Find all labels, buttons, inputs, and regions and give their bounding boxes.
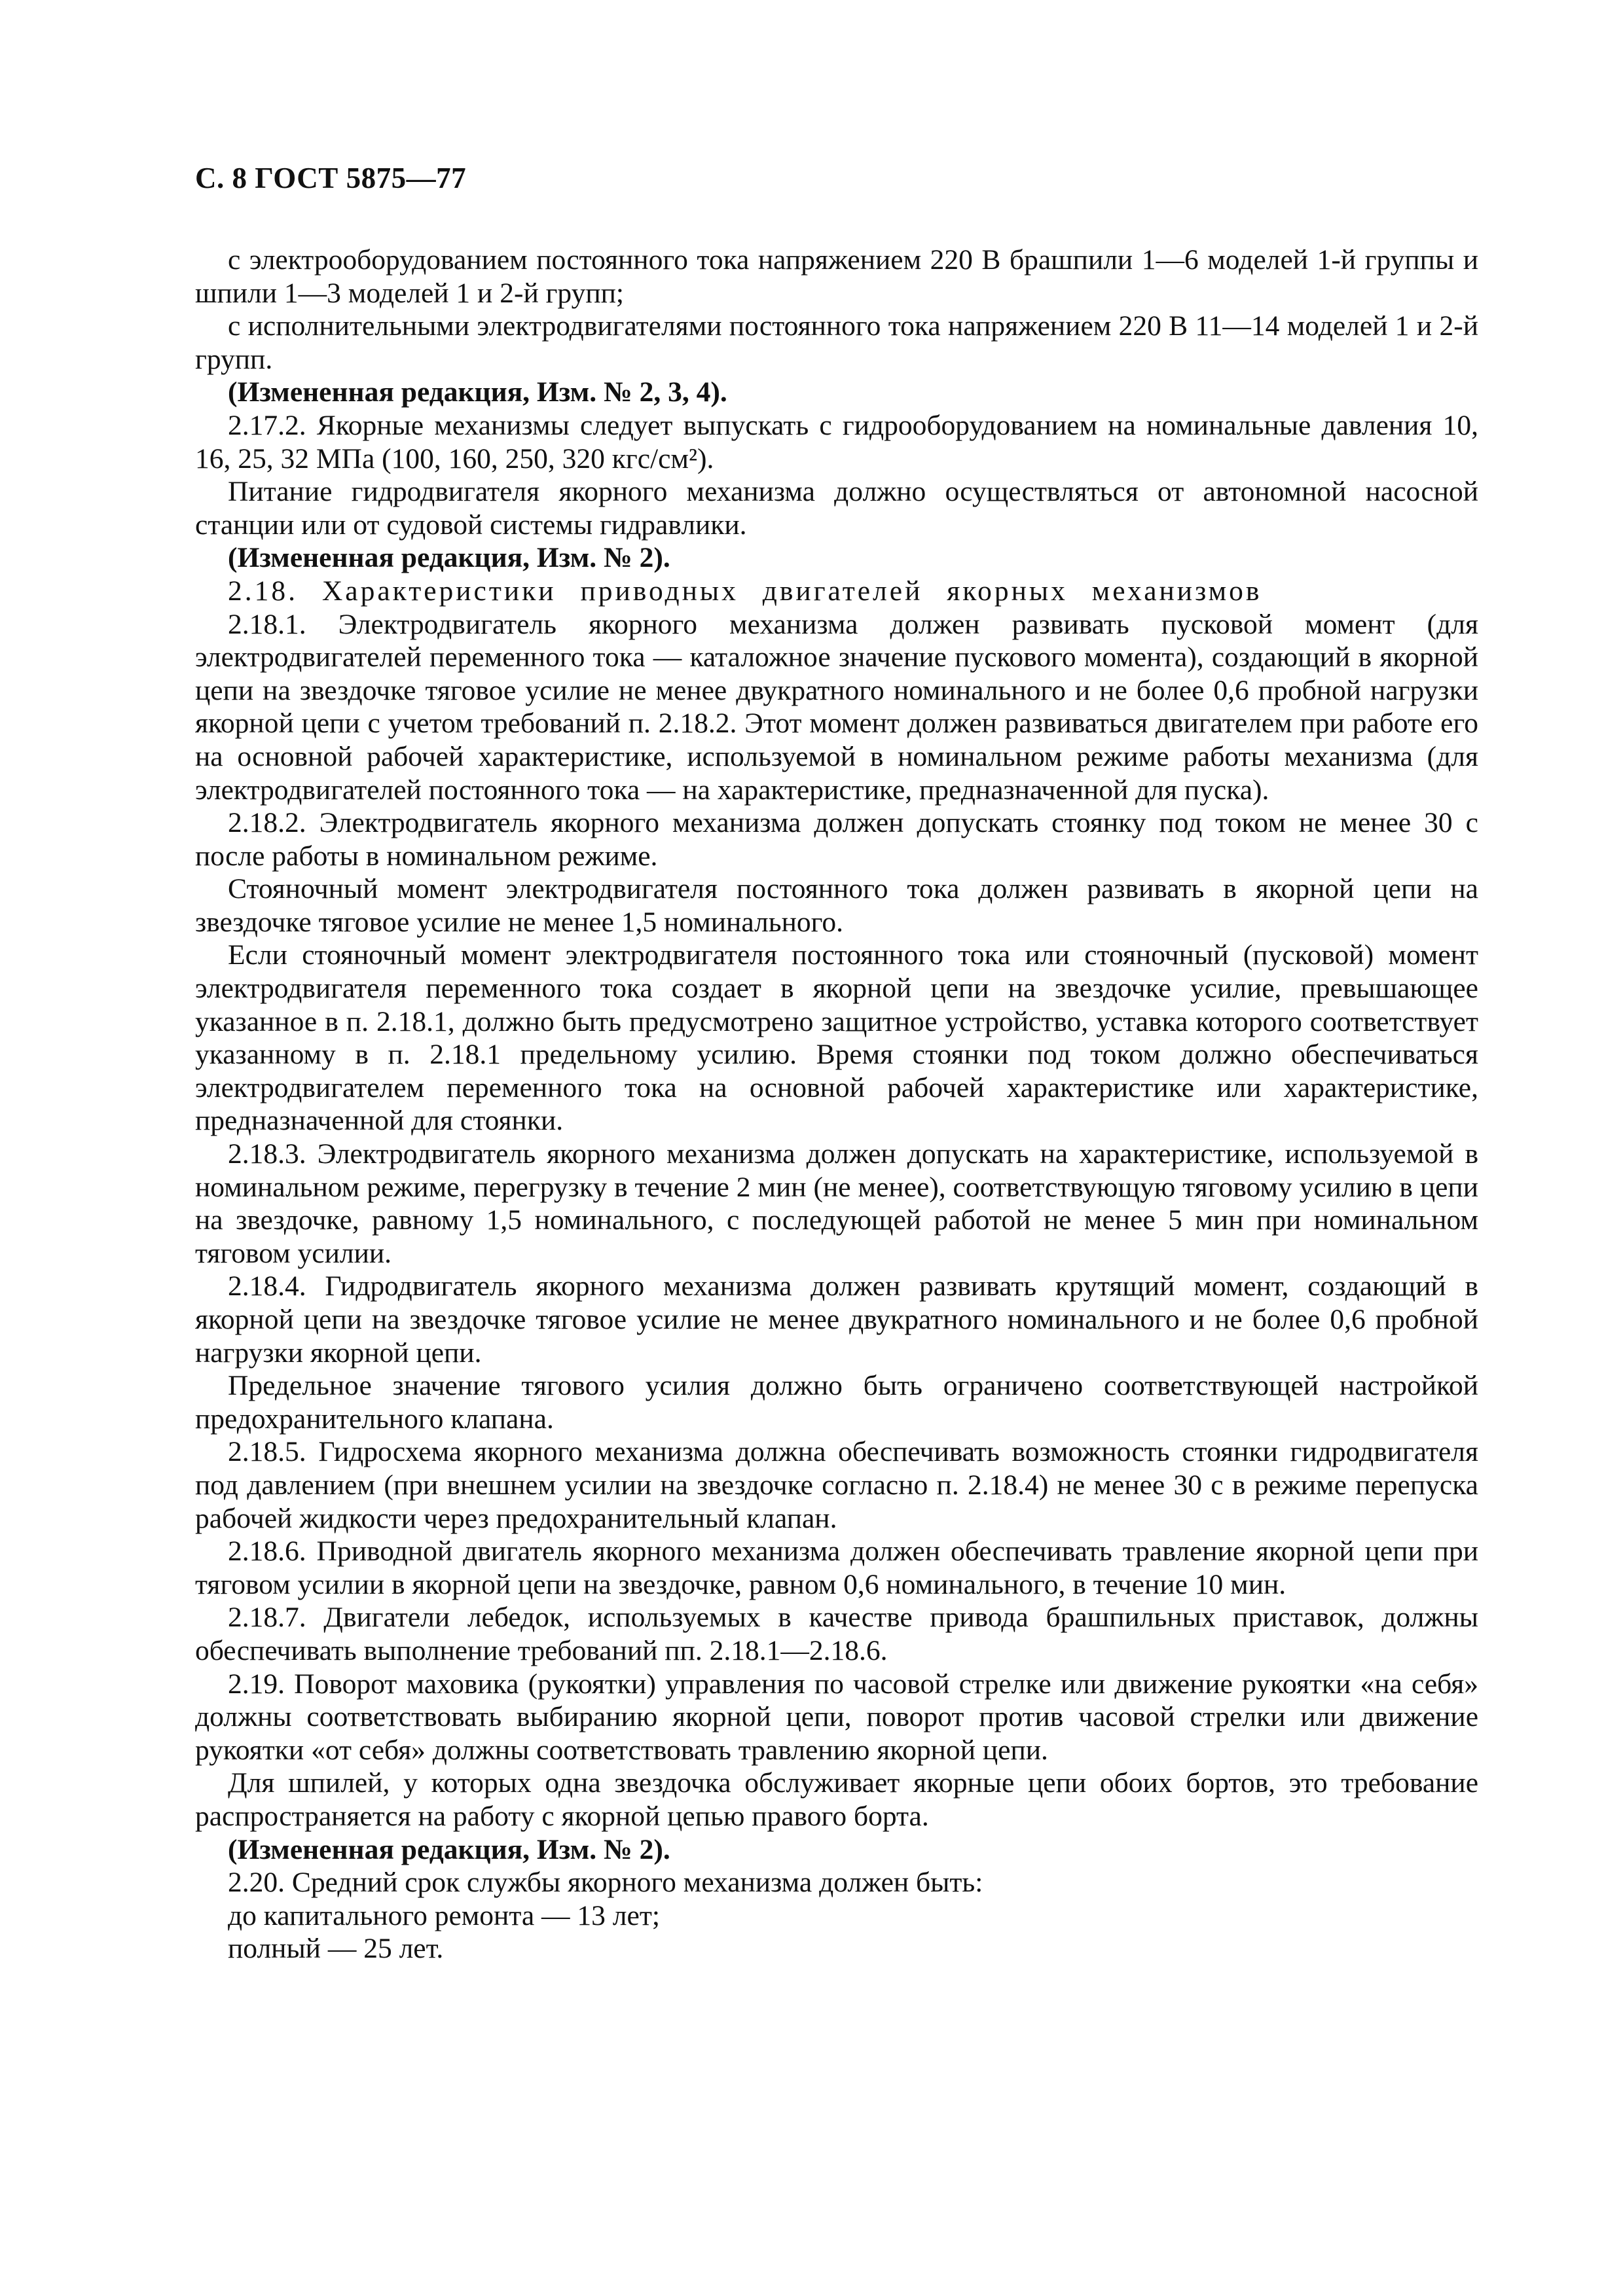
- clause-2-18-1: 2.18.1. Электродвигатель якорного механизма должен развивать пусковой момент (для электродвигателей переменного тока — каталожное значение пускового момента), создающий в якорной цепи на звездочке тяговое усилие не менее двукратного номинального и не более 0,6 пробной нагрузки якорной цепи с учетом требований п. 2.18.2. Этот момент должен развиваться двигателем при работе его на основной рабочей характеристике, используемой в номинальном режиме работы механизма (для электродвигателей постоянного тока — на характеристике, предназначенной для пуска).: [195, 608, 1478, 806]
- body-text: [195, 243, 1478, 1965]
- clause-2-17-2: 2.17.2. Якорные механизмы следует выпускать с гидрооборудованием на номинальные давления 10, 16, 25, 32 МПа (100, 160, 250, 320 кгс/см²).: [195, 409, 1478, 475]
- amendment-note-3: (Измененная редакция, Изм. № 2).: [228, 1833, 670, 1865]
- clause-2-18-3: 2.18.3. Электродвигатель якорного механизма должен допускать на характеристике, используемой в номинальном режиме, перегрузку в течение 2 мин (не менее), соответствующую тяговому усилию в цепи на звездочке, равному 1,5 номинального, с последующей работой не менее 5 мин при номинальном тяговом усилии.: [195, 1138, 1478, 1269]
- clause-2-18-5: 2.18.5. Гидросхема якорного механизма должна обеспечивать возможность стоянки гидродвигателя под давлением (при внешнем усилии на звездочке согласно п. 2.18.4) не менее 30 с в режиме перепуска рабочей жидкости через предохранительный клапан.: [195, 1436, 1478, 1534]
- clause-2-19: 2.19. Поворот маховика (рукоятки) управления по часовой стрелке или движение рукоятки «на себя» должны соответствовать выбиранию якорной цепи, поворот против часовой стрелки или движение рукоятки «от себя» должны соответствовать травлению якорной цепи.: [195, 1668, 1478, 1766]
- paragraph-11: Если стояночный момент электродвигателя постоянного тока или стояночный (пусковой) момент электродвигателя переменного тока создает в якорной цепи на звездочке усилие, превышающее указанное в п. 2.18.1, должно быть предусмотрено защитное устройство, уставка которого соответствует указанному в п. 2.18.1 предельному усилию. Время стоянки под током должно обеспечиваться электродвигателем переменного тока на основной рабочей характеристике или характеристике, предназначенной для стоянки.: [195, 939, 1478, 1137]
- paragraph-22: до капитального ремонта — 13 лет;: [228, 1899, 660, 1931]
- paragraph-1: с электрооборудованием постоянного тока напряжением 220 В брашпили 1—6 моделей 1-й группы и шпили 1—3 моделей 1 и 2-й групп;: [195, 244, 1478, 309]
- clause-2-18-heading: 2.18. Характеристики приводных двигателей якорных механизмов: [228, 575, 1262, 607]
- running-head: С. 8 ГОСТ 5875—77: [195, 162, 467, 194]
- paragraph-23: полный — 25 лет.: [228, 1933, 444, 1965]
- paragraph-19: Для шпилей, у которых одна звездочка обслуживает якорные цепи обоих бортов, это требование распространяется на работу с якорной цепью правого борта.: [195, 1767, 1478, 1832]
- clause-2-18-4: 2.18.4. Гидродвигатель якорного механизма должен развивать крутящий момент, создающий в якорной цепи на звездочке тяговое усилие не менее двукратного номинального и не более 0,6 пробной нагрузки якорной цепи.: [195, 1270, 1478, 1369]
- clause-2-20: 2.20. Средний срок службы якорного механизма должен быть:: [228, 1867, 983, 1899]
- paragraph-14: Предельное значение тягового усилия должно быть ограничено соответствующей настройкой предохранительного клапана.: [195, 1370, 1478, 1435]
- clause-2-18-2: 2.18.2. Электродвигатель якорного механизма должен допускать стоянку под током не менее 30 с после работы в номинальном режиме.: [195, 807, 1478, 872]
- amendment-note-2: (Измененная редакция, Изм. № 2).: [228, 542, 670, 574]
- clause-2-18-7: 2.18.7. Двигатели лебедок, используемых в качестве привода брашпильных приставок, должны обеспечивать выполнение требований пп. 2.18.1—2.18.6.: [195, 1602, 1478, 1666]
- paragraph-5: Питание гидродвигателя якорного механизма должно осуществляться от автономной насосной станции или от судовой системы гидравлики.: [195, 476, 1478, 541]
- paragraph-2: с исполнительными электродвигателями постоянного тока напряжением 220 В 11—14 моделей 1 и 2-й групп.: [195, 310, 1478, 375]
- paragraph-10: Стояночный момент электродвигателя постоянного тока должен развивать в якорной цепи на звездочке тяговое усилие не менее 1,5 номинального.: [195, 873, 1478, 938]
- amendment-note-1: (Измененная редакция, Изм. № 2, 3, 4).: [228, 376, 727, 408]
- clause-2-18-6: 2.18.6. Приводной двигатель якорного механизма должен обеспечивать травление якорной цепи при тяговом усилии в якорной цепи на звездочке, равном 0,6 номинального, в течение 10 мин.: [195, 1535, 1478, 1600]
